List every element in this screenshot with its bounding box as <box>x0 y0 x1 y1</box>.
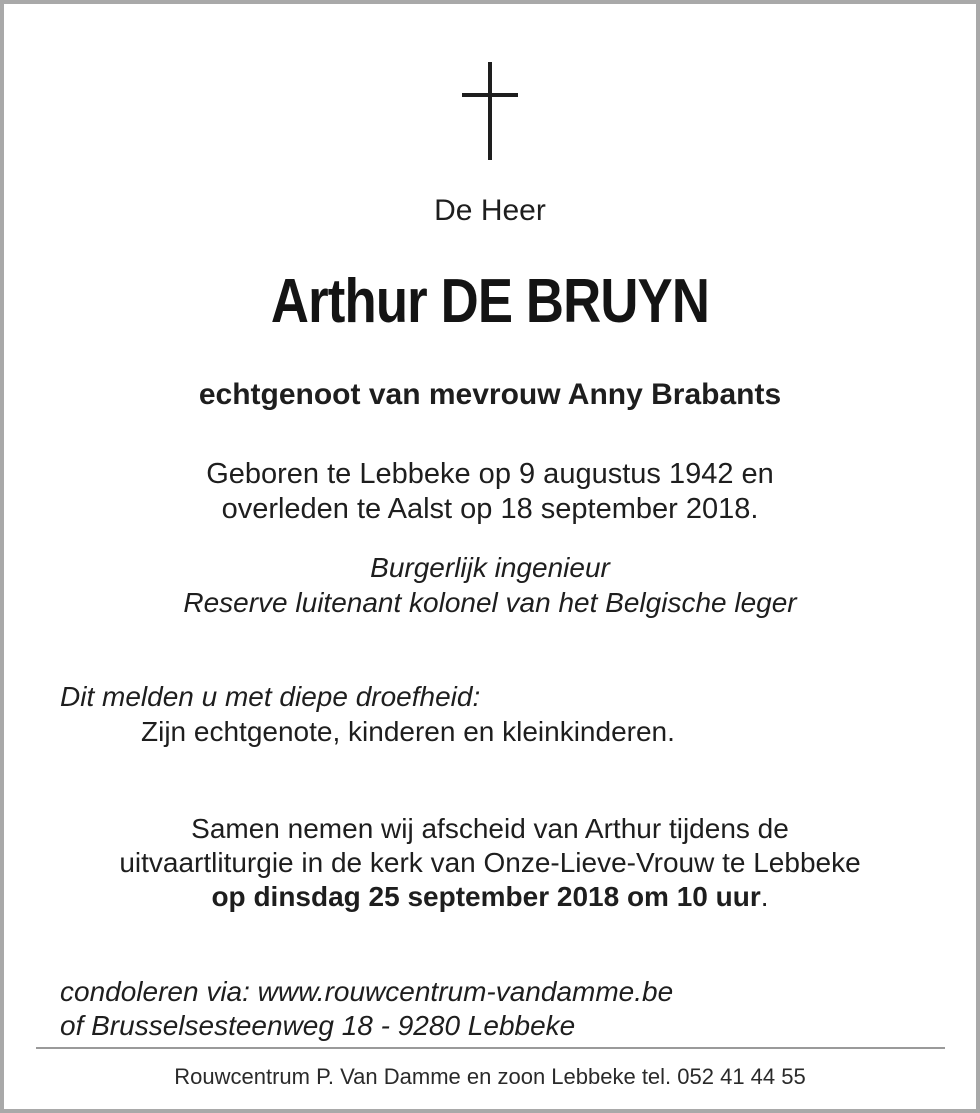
announcement-intro: Dit melden u met diepe droefheid: <box>60 681 481 712</box>
condolences-info <box>60 975 673 1043</box>
birth-line: Geboren te Lebbeke op 9 augustus 1942 en <box>206 458 774 490</box>
life-dates <box>4 457 976 527</box>
family-line: Zijn echtgenote, kinderen en kleinkinderen. <box>141 716 675 747</box>
title-engineer: Burgerlijk ingenieur <box>370 552 610 583</box>
service-line-1: Samen nemen wij afscheid van Arthur tijdens de <box>191 813 789 844</box>
service-line-2: uitvaartliturgie in de kerk van Onze-Lieve-Vrouw te Lebbeke <box>119 847 861 878</box>
footer-divider <box>36 1047 945 1049</box>
title-military: Reserve luitenant kolonel van het Belgische leger <box>183 587 797 618</box>
condolences-address: of Brusselsesteenweg 18 - 9280 Lebbeke <box>60 1010 576 1041</box>
service-date: op dinsdag 25 september 2018 om 10 uur <box>211 881 761 912</box>
funeral-home-footer: Rouwcentrum P. Van Damme en zoon Lebbeke tel. 052 41 44 55 <box>174 1064 806 1089</box>
cross-icon <box>462 62 522 160</box>
professional-titles <box>4 550 976 620</box>
cross-vertical-bar <box>488 62 492 160</box>
condolences-website: condoleren via: www.rouwcentrum-vandamme.be <box>60 976 674 1007</box>
service-date-line <box>4 880 976 914</box>
service-date-suffix: . <box>760 881 769 912</box>
funeral-service <box>4 812 976 914</box>
deceased-name: Arthur DE BRUYN <box>270 267 710 336</box>
spouse-line: echtgenoot van mevrouw Anny Brabants <box>198 378 782 411</box>
cross-horizontal-bar <box>462 93 518 97</box>
death-line: overleden te Aalst op 18 september 2018. <box>221 493 759 525</box>
title-prefix: De Heer <box>434 194 546 227</box>
